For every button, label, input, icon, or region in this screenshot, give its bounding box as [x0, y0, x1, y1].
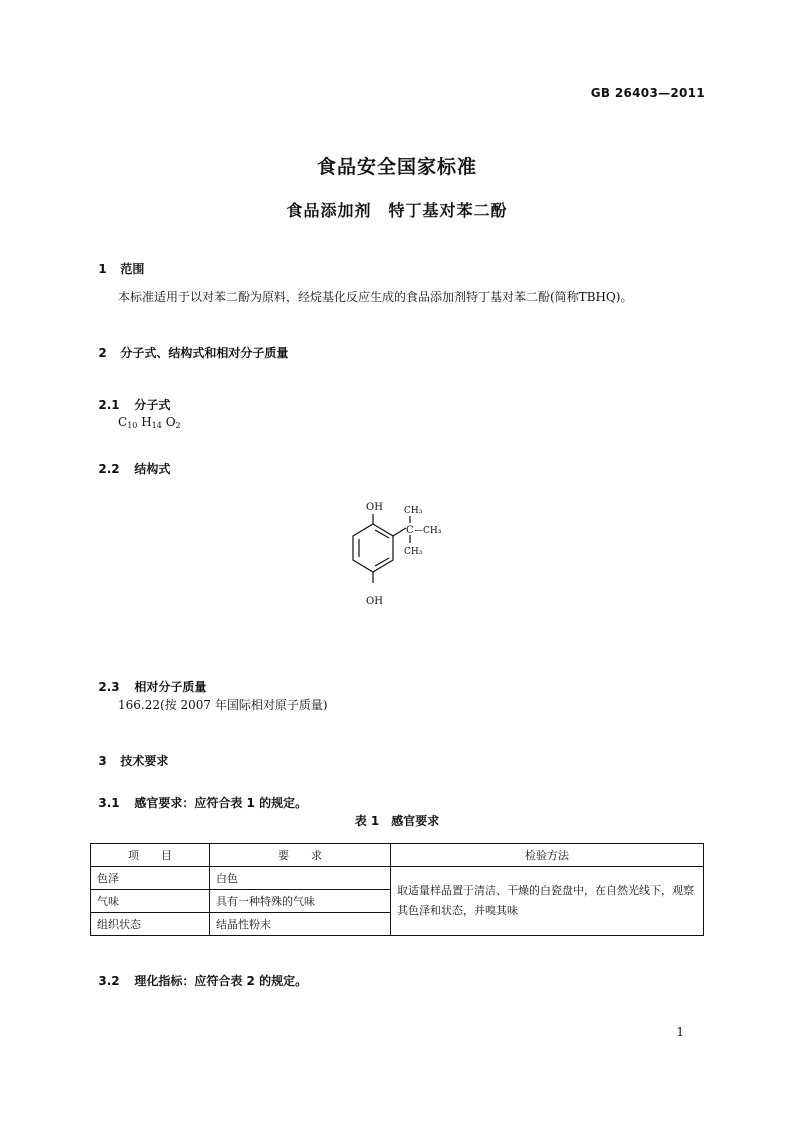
document-title: 食品安全国家标准: [316, 156, 477, 178]
molecular-weight-text: 166.22(按 2007 年国际相对原子质量): [118, 698, 328, 712]
formula-oxygen-count: 2: [175, 421, 181, 430]
section-2-1-heading: [90, 382, 170, 413]
table-header-row: [91, 844, 704, 867]
section-title: 结构式: [134, 462, 171, 476]
table-header-requirement: 要 求: [210, 844, 391, 867]
section-3-heading: [90, 738, 168, 769]
section-2-3-heading: [90, 664, 206, 695]
sensory-requirements-table: [90, 843, 704, 936]
molecular-formula: [118, 415, 181, 430]
table-1-caption: 表 1 感官要求: [354, 814, 440, 828]
table-cell-item: 组织状态: [91, 913, 210, 936]
table-cell-requirement: 白色: [210, 867, 391, 890]
section-number: 2: [98, 346, 107, 360]
formula-carbon: C: [118, 415, 128, 429]
section-1-text: 本标准适用于以对苯二酚为原料，经烷基化反应生成的食品添加剂特丁基对苯二酚(简称TBHQ)。: [118, 290, 633, 304]
formula-hydrogen: H: [141, 415, 152, 429]
page-number: 1: [676, 1025, 684, 1039]
section-number: 3: [98, 754, 107, 768]
section-number: 2.2: [98, 462, 120, 476]
section-1-heading: [90, 246, 144, 277]
section-3-2-heading: [90, 958, 307, 989]
oh-top-label: OH: [366, 502, 383, 513]
structural-formula: [340, 494, 470, 614]
table-cell-item: 气味: [91, 890, 210, 913]
section-title: 分子式: [134, 398, 171, 412]
section-number: 2.3: [98, 680, 120, 694]
table-row: [91, 867, 704, 890]
ch3-top-label: CH₃: [404, 506, 423, 516]
ch3-right-label: —CH₃: [414, 526, 442, 536]
section-title: 分子式、结构式和相对分子质量: [120, 346, 289, 360]
table-cell-requirement: 具有一种特殊的气味: [210, 890, 391, 913]
bond-ring-c: [393, 528, 406, 536]
table-cell-method: 取适量样品置于清洁、干燥的白瓷盘中，在自然光线下，观察其色泽和状态，并嗅其味: [391, 867, 704, 936]
c-center-label: C: [406, 525, 414, 536]
document-subtitle: 食品添加剂 特丁基对苯二酚: [286, 201, 508, 220]
section-number: 2.1: [98, 398, 120, 412]
section-title: 相对分子质量: [134, 680, 207, 694]
formula-hydrogen-count: 14: [151, 421, 162, 430]
ch3-bottom-label: CH₃: [404, 547, 423, 557]
section-title: 感官要求：应符合表 1 的规定。: [134, 796, 308, 810]
oh-bottom-label: OH: [366, 596, 383, 607]
section-number: 1: [98, 262, 107, 276]
table-cell-requirement: 结晶性粉末: [210, 913, 391, 936]
table-header-method: 检验方法: [391, 844, 704, 867]
formula-carbon-count: 10: [127, 421, 138, 430]
table-cell-item: 色泽: [91, 867, 210, 890]
section-2-heading: [90, 330, 288, 361]
section-2-2-heading: [90, 446, 170, 477]
table-header-item: 项 目: [91, 844, 210, 867]
section-3-1-heading: [90, 780, 307, 811]
section-title: 技术要求: [120, 754, 169, 768]
formula-oxygen: O: [165, 415, 176, 429]
standard-code: GB 26403—2011: [590, 86, 705, 100]
section-number: 3.1: [98, 796, 120, 810]
section-title: 范围: [120, 262, 145, 276]
section-title: 理化指标：应符合表 2 的规定。: [134, 974, 308, 988]
section-number: 3.2: [98, 974, 120, 988]
